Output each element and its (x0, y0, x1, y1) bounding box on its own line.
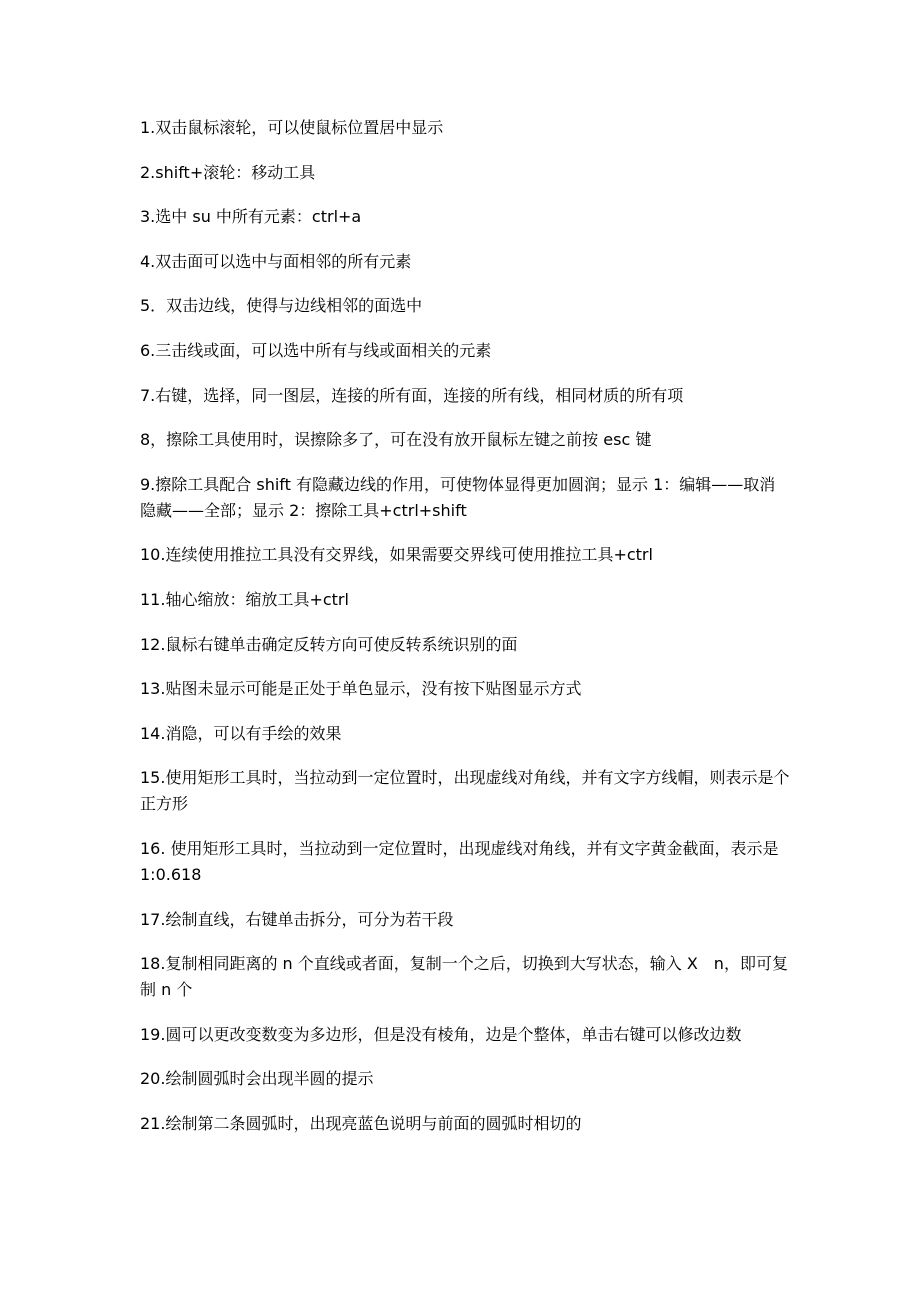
tip-item-10: 10.连续使用推拉工具没有交界线，如果需要交界线可使用推拉工具+ctrl (140, 545, 653, 565)
tip-item-8: 8，擦除工具使用时，误擦除多了，可在没有放开鼠标左键之前按 esc 键 (140, 430, 652, 450)
tip-item-2: 2.shift+滚轮：移动工具 (140, 162, 316, 182)
tip-item-16: 16. 使用矩形工具时，当拉动到一定位置时，出现虚线对角线，并有文字黄金截面，表示是 1:0.618 (140, 838, 779, 884)
tip-item-7: 7.右键，选择，同一图层，连接的所有面，连接的所有线，相同材质的所有项 (140, 385, 684, 405)
tip-item-15: 15.使用矩形工具时，当拉动到一定位置时，出现虚线对角线，并有文字方线帽，则表示是个正方形 (140, 768, 790, 814)
tips-list (140, 115, 790, 1155)
tip-item-21: 21.绘制第二条圆弧时，出现亮蓝色说明与前面的圆弧时相切的 (140, 1113, 582, 1133)
tip-item-14: 14.消隐，可以有手绘的效果 (140, 723, 342, 743)
tip-item-9: 9.擦除工具配合 shift 有隐藏边线的作用，可使物体显得更加圆润；显示 1：编辑——取消隐藏——全部；显示 2：擦除工具+ctrl+shift (140, 474, 776, 520)
tip-item-3: 3.选中 su 中所有元素：ctrl+a (140, 207, 362, 227)
tip-item-1: 1.双击鼠标滚轮，可以使鼠标位置居中显示 (140, 118, 444, 137)
tip-item-12: 12.鼠标右键单击确定反转方向可使反转系统识别的面 (140, 634, 518, 654)
tip-item-6: 6.三击线或面，可以选中所有与线或面相关的元素 (140, 340, 492, 360)
tip-item-20: 20.绘制圆弧时会出现半圆的提示 (140, 1069, 374, 1089)
tip-item-11: 11.轴心缩放：缩放工具+ctrl (140, 589, 349, 609)
tip-item-4: 4.双击面可以选中与面相邻的所有元素 (140, 251, 412, 271)
tip-item-17: 17.绘制直线，右键单击拆分，可分为若干段 (140, 909, 454, 929)
tip-item-18: 18.复制相同距离的 n 个直线或者面，复制一个之后，切换到大写状态，输入 X n，即可复制 n 个 (140, 954, 788, 1000)
tip-item-5: 5．双击边线，使得与边线相邻的面选中 (140, 296, 423, 316)
tip-item-19: 19.圆可以更改变数变为多边形，但是没有棱角，边是个整体，单击右键可以修改边数 (140, 1024, 742, 1044)
tip-item-13: 13.贴图未显示可能是正处于单色显示，没有按下贴图显示方式 (140, 679, 582, 699)
